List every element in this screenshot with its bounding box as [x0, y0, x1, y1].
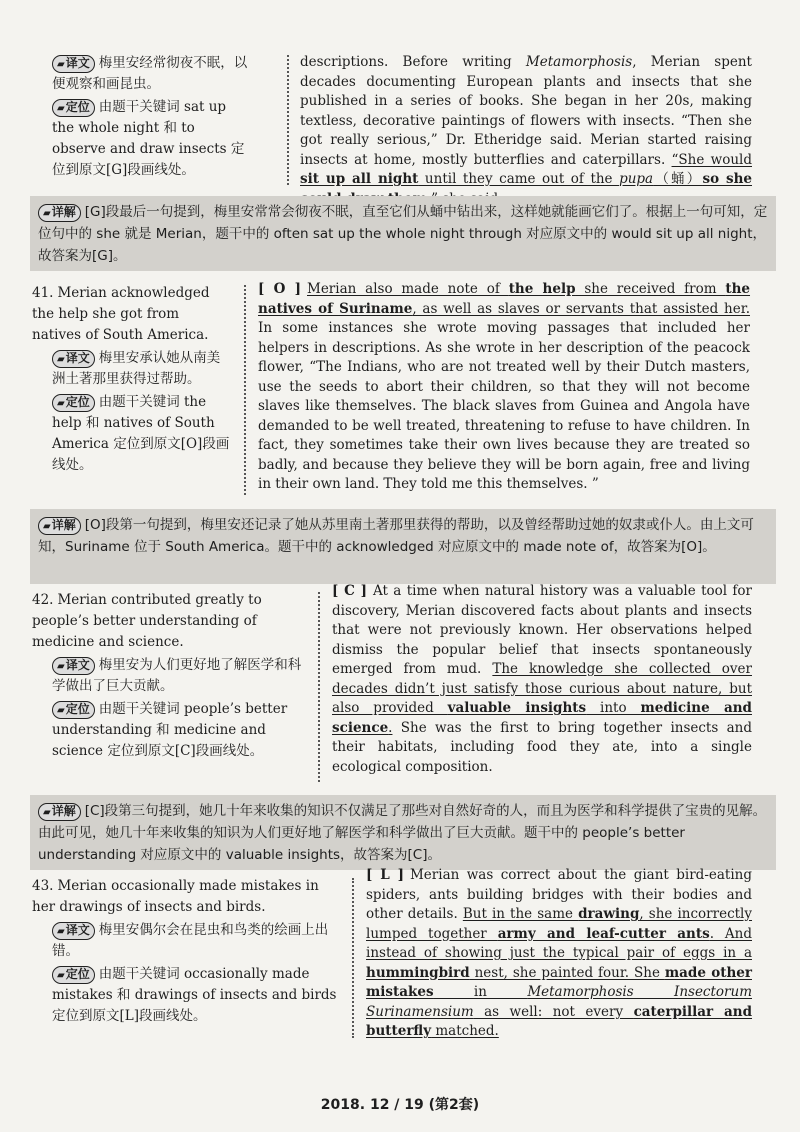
translation-note: [32, 920, 338, 962]
book-icon: ▰: [57, 398, 65, 409]
underlined-sentence: Merian also made note of the help she received from the natives of Suriname, as well as slaves or servants that assisted her.: [258, 281, 751, 317]
book-icon: ▰: [57, 926, 65, 937]
q42-notes: [32, 590, 302, 762]
book-icon: ▰: [57, 59, 65, 70]
locate-note: [32, 964, 338, 1027]
book-icon: ▰: [57, 970, 65, 981]
book-icon: ▰: [57, 103, 65, 114]
book-icon: ▰: [43, 521, 51, 532]
book-icon: ▰: [57, 705, 65, 716]
detail-band-c: [30, 795, 776, 870]
q43-notes: [32, 876, 338, 1027]
paragraph-tag: [ O ]: [258, 281, 301, 297]
detail-band-o: [30, 509, 776, 584]
translation-text: 梅里安偶尔会在昆虫和鸟类的绘画上出错。: [52, 922, 329, 959]
locate-text: 由题干关键词 the help 和 natives of South America 定位到原文[O]段画线处。: [52, 394, 230, 473]
q41-notes: [32, 283, 232, 476]
detail-tag: ▰详解: [38, 204, 81, 222]
underlined-sentence: But in the same drawing, she incorrectly lumped together army and leaf-cutter ants. And instead of showing just the typical pair of eggs in a hummingbird nest, she painted four. She made other mistakes in Metamorphosis Insectorum Surinamensium as well: not every caterpillar and butterfly matched.: [366, 906, 753, 1039]
locate-text: 由题干关键词 people’s better understanding 和 medicine and science 定位到原文[C]段画线处。: [52, 701, 288, 759]
underlined-sentence: “She would sit up all night until they came out of the pupa（蛹）so she: [300, 151, 752, 187]
book-icon: ▰: [57, 354, 65, 365]
column-divider: [244, 285, 246, 495]
passage-c: [ C ] At a time when natural history was a valuable tool for discovery, Merian discovered facts about plants and insects that were not previously known. Her observations helped dismiss the popular belief that insects spontaneously emerged from mud. The knowledge she collected over decades didn’t just satisfy those curious about nature, but also provided valuable insights into medicine and science. She was the first to bring together insects and their habitats, including food they ate, into a single ecological composition.: [332, 583, 753, 775]
locate-note: [32, 392, 232, 476]
column-divider: [287, 55, 289, 185]
detail-text: [C]段第三句提到，她几十年来收集的知识不仅满足了那些对自然好奇的人，而且为医学和科学提供了宝贵的见解。由此可见，她几十年来收集的知识为人们更好地了解医学和科学做出了巨大贡献。题干中的 people’s better understanding 对应原文中的 valuable insights，故答案为[C]。: [38, 803, 767, 863]
book-icon: ▰: [43, 807, 51, 818]
translation-text: 梅里安承认她从南美洲土著那里获得过帮助。: [52, 350, 221, 387]
translation-text: 梅里安为人们更好地了解医学和科学做出了巨大贡献。: [52, 657, 302, 694]
block-g-notes: [52, 53, 250, 181]
locate-text: 由题干关键词 occasionally made mistakes 和 drawings of insects and birds 定位到原文[L]段画线处。: [52, 966, 337, 1024]
locate-tag: ▰定位: [52, 394, 95, 412]
column-divider: [318, 592, 320, 782]
passage-g: descriptions. Before writing Metamorphosis, Merian spent decades documenting European plants and insects that she published in a series of books. She began in her 20s, making textless, decorative paintings of flowers with insects. “Then she got really serious,” Dr. Etheridge said. Merian started raising insects at home, mostly butterflies and caterpillars. “She would sit up all night until they came out of the pupa（蛹）so she: [300, 53, 752, 209]
locate-tag: ▰定位: [52, 701, 95, 719]
translation-text: 梅里安经常彻夜不眠，以便观察和画昆虫。: [52, 55, 248, 92]
paragraph-tag: [ L ]: [366, 867, 404, 883]
question-stem: 42. Merian contributed greatly to people’s better understanding of medicine and science.: [32, 592, 262, 650]
paragraph-tag: [ C ]: [332, 583, 368, 599]
underlined-sentence: The knowledge she collected over decades didn’t just satisfy those curious about nature, but also provided valuable insights into medicine and science.: [332, 661, 752, 736]
locate-text: 由题干关键词 sat up the whole night 和 to observe and draw insects 定位到原文[G]段画线处。: [52, 99, 245, 178]
locate-tag: ▰定位: [52, 966, 95, 984]
translation-note: [52, 53, 250, 95]
book-icon: ▰: [43, 208, 51, 219]
book-icon: ▰: [57, 661, 65, 672]
detail-text: [O]段第一句提到，梅里安还记录了她从苏里南土著那里获得的帮助，以及曾经帮助过她的奴隶或仆人。由上文可知，Suriname 位于 South America。题干中的 acknowledged 对应原文中的 made note of，故答案为[O]。: [38, 517, 754, 555]
detail-band-g: [30, 196, 776, 271]
translation-tag: ▰译文: [52, 657, 95, 675]
detail-tag: ▰详解: [38, 803, 81, 821]
translation-note: [32, 655, 302, 697]
translation-note: [32, 348, 232, 390]
question-stem: 41. Merian acknowledged the help she got from natives of South America.: [32, 285, 210, 343]
column-divider: [352, 878, 354, 1038]
translation-tag: ▰译文: [52, 350, 95, 368]
locate-note: [52, 97, 250, 181]
locate-note: [32, 699, 302, 762]
passage-l: [ L ] Merian was correct about the giant bird-eating spiders, ants building bridges with their bodies and other details. But in the same drawing, she incorrectly lumped together army and leaf-cutter ants. And instead of showing just the typical pair of eggs in a hummingbird nest, she painted four. She made other mistakes in Metamorphosis Insectorum Surinamensium as well: not every caterpillar and butterfly matched.: [366, 867, 753, 1039]
translation-tag: ▰译文: [52, 922, 95, 940]
locate-tag: ▰定位: [52, 99, 95, 117]
detail-tag: ▰详解: [38, 517, 81, 535]
translation-tag: ▰译文: [52, 55, 95, 73]
passage-o: [ O ] Merian also made note of the help she received from the natives of Suriname, as well as slaves or servants that assisted her. In some instances she wrote moving passages that included her helpers in descriptions. As she wrote in her description of the peacock flower, “The Indians, who are not treated well by their Dutch masters, use the seeds to abort their children, so that they will not become slaves like themselves. The black slaves from Guinea and Angola have demanded to be well treated, threatening to refuse to have children. In fact, they sometimes take their own lives because they are treated so badly, and because they believe they will be born again, free and living in their own land. They told me this themselves. ”: [258, 281, 751, 492]
detail-text: [G]段最后一句提到，梅里安常常会彻夜不眠，直至它们从蛹中钻出来，这样她就能画它们了。根据上一句可知，定位句中的 she 就是 Merian，题干中的 often sat up the whole night through 对应原文中的 would sit up all night，故答案为[G]。: [38, 204, 768, 264]
question-stem: 43. Merian occasionally made mistakes in her drawings of insects and birds.: [32, 878, 319, 915]
page-footer: 2018. 12 / 19 (第2套): [320, 1097, 480, 1113]
